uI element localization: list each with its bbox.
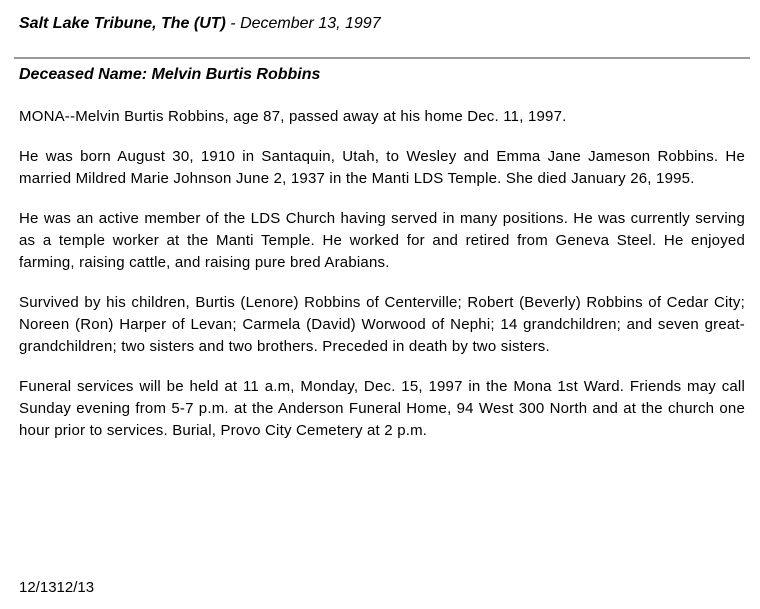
obituary-paragraph: Survived by his children, Burtis (Lenore) Robbins of Centerville; Robert (Beverly) Robbins of Cedar City; Noreen (Ron) Harper of Levan; Carmela (David) Worwood of Nephi; 14 grandchildren; and seven great-grandchildren; two sisters and two brothers. Preceded in death by two sisters. xyxy=(19,294,745,355)
obituary-body xyxy=(19,106,745,460)
header-separator: - xyxy=(225,15,241,32)
obituary-paragraph: He was an active member of the LDS Church having served in many positions. He was currently serving as a temple worker at the Manti Temple. He worked for and retired from Geneva Steel. He enjoyed farming, raising cattle, and raising pure bred Arabians. xyxy=(19,210,745,271)
publication-name: Salt Lake Tribune, The (UT) xyxy=(19,15,226,32)
deceased-name-heading: Deceased Name: Melvin Burtis Robbins xyxy=(19,66,321,83)
publication-header xyxy=(19,15,381,33)
obituary-paragraph: MONA--Melvin Burtis Robbins, age 87, passed away at his home Dec. 11, 1997. xyxy=(19,108,567,125)
obituary-paragraph: He was born August 30, 1910 in Santaquin, Utah, to Wesley and Emma Jane Jameson Robbins. He married Mildred Marie Johnson June 2, 1937 in the Manti LDS Temple. She died January 26, 1995. xyxy=(19,148,745,187)
footer-code: 12/1312/13 xyxy=(19,579,95,596)
header-divider xyxy=(14,57,750,59)
obituary-paragraph: Funeral services will be held at 11 a.m, Monday, Dec. 15, 1997 in the Mona 1st Ward. Friends may call Sunday evening from 5-7 p.m. at the Anderson Funeral Home, 94 West 300 North and at the church one hour prior to services. Burial, Provo City Cemetery at 2 p.m. xyxy=(19,378,745,439)
publication-date: December 13, 1997 xyxy=(240,15,381,32)
